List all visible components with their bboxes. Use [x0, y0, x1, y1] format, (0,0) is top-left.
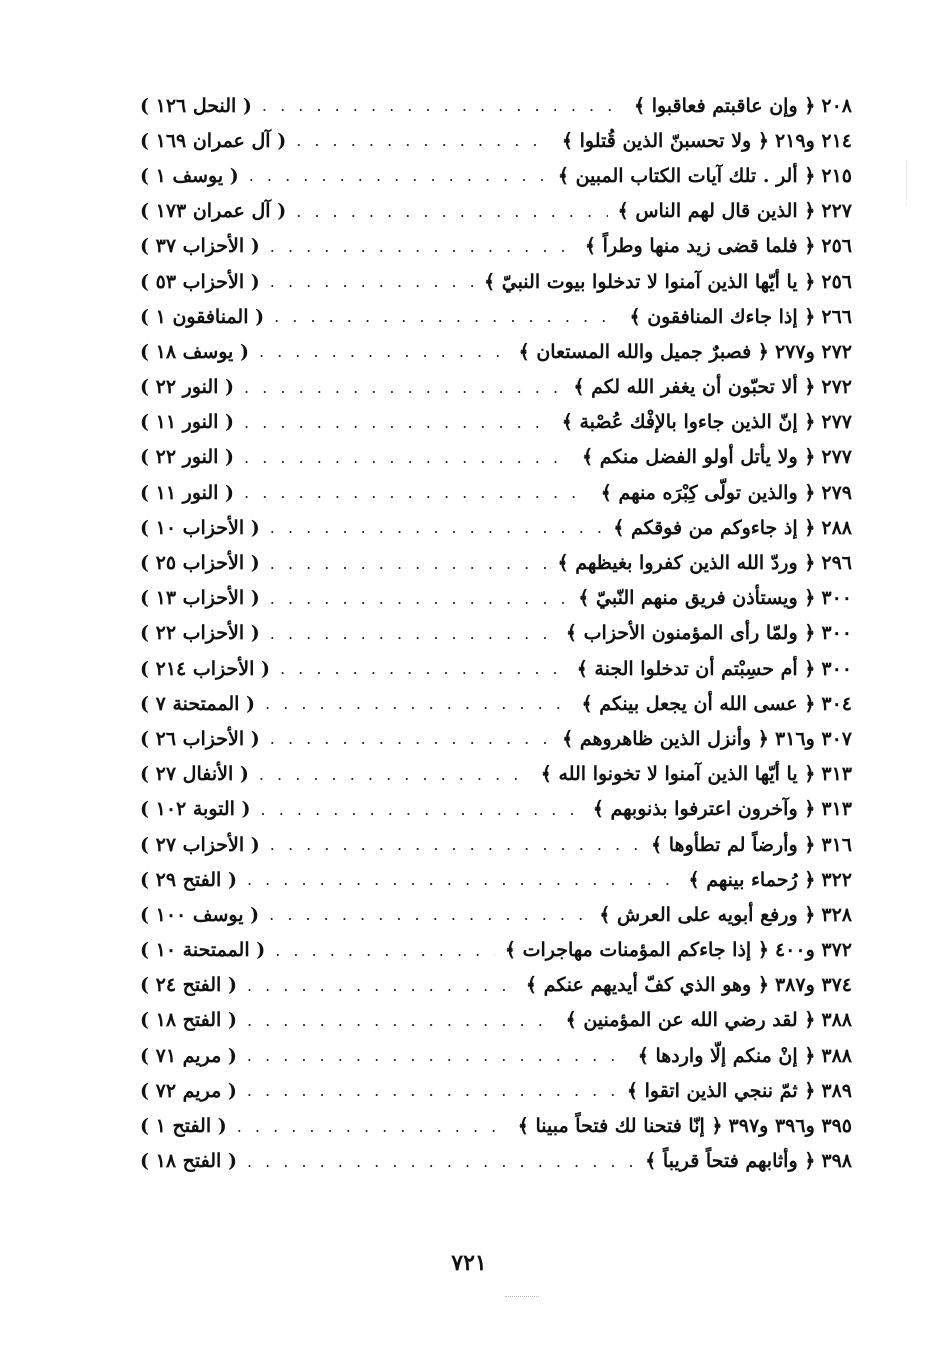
- index-row: [140, 1003, 852, 1038]
- row-verse-text: ﴿ وإن عاقبتم فعاقبوا ﴾: [633, 94, 816, 117]
- row-page-number: ٢٩٦: [821, 552, 852, 575]
- index-row: [140, 862, 852, 897]
- row-surah-reference: ( الفتح ١٨ ): [140, 1150, 237, 1173]
- row-verse-text: ﴿ ألر . تلك آيات الكتاب المبين ﴾: [557, 164, 816, 187]
- row-surah-reference: ( النور ١١ ): [140, 411, 235, 434]
- row-verse-text: ﴿ والذين تولّى كِبْرَه منهم ﴾: [600, 481, 816, 504]
- row-verse-text: ﴿ أم حسِبْتم أن تدخلوا الجنة ﴾: [576, 657, 816, 680]
- row-page-number: ٣٢٨: [821, 903, 852, 926]
- row-surah-reference: ( الأحزاب ٢٥ ): [140, 552, 260, 575]
- row-page-number: ٣٠٠: [821, 587, 852, 610]
- index-row: [140, 721, 852, 756]
- row-surah-reference: ( الأحزاب ١٣ ): [140, 587, 260, 610]
- row-verse-text: ﴿ فصبرٌ جميل والله المستعان ﴾: [518, 340, 769, 363]
- index-row: [140, 334, 852, 369]
- row-page-number: ٣٩٥ و٣٩٦ و٣٩٧: [728, 1115, 852, 1138]
- scan-margin-mark: [906, 160, 919, 206]
- row-surah-reference: ( الأحزاب ٥٣ ): [140, 270, 260, 293]
- dot-leader: [249, 166, 548, 185]
- dot-leader: [261, 800, 583, 819]
- row-surah-reference: ( مريم ٧١ ): [140, 1044, 237, 1067]
- dot-leader: [270, 272, 474, 291]
- row-verse-text: ﴿ ورفع أبويه على العرش ﴾: [599, 903, 816, 926]
- row-verse-text: ﴿ ولا تحسبنّ الذين قُتلوا ﴾: [561, 129, 769, 152]
- index-row: [140, 299, 852, 334]
- row-verse-text: ﴿ وأرضاً لم تطأوها ﴾: [651, 833, 816, 856]
- row-surah-reference: ( آل عمران ١٧٣ ): [140, 200, 287, 223]
- dot-leader: [244, 413, 552, 432]
- row-surah-reference: ( يوسف ١ ): [140, 164, 239, 187]
- dot-leader: [270, 518, 603, 537]
- index-row: [140, 194, 852, 229]
- row-surah-reference: ( الأحزاب ٣٧ ): [140, 235, 260, 258]
- dot-leader: [237, 1117, 508, 1136]
- row-surah-reference: ( الفتح ١ ): [140, 1115, 227, 1138]
- dot-leader: [247, 976, 516, 995]
- index-row: [140, 1108, 852, 1143]
- row-surah-reference: ( الفتح ٢٤ ): [140, 974, 237, 997]
- index-row: [140, 88, 852, 123]
- row-surah-reference: ( يوسف ١٨ ): [140, 340, 249, 363]
- row-page-number: ٣٧٢ و٤٠٠: [774, 939, 852, 962]
- row-verse-text: ﴿ الذين قال لهم الناس ﴾: [617, 200, 816, 223]
- index-row: [140, 933, 852, 968]
- index-row: [140, 616, 852, 651]
- index-row: [140, 757, 852, 792]
- row-verse-text: ﴿ إنّا فتحنا لك فتحاً مبينا ﴾: [517, 1115, 723, 1138]
- row-verse-text: ﴿ يا أيّها الذين آمنوا لا تدخلوا بيوت النبيّ ﴾: [483, 270, 816, 293]
- index-row: [140, 545, 852, 580]
- row-surah-reference: ( الممتحنة ١٠ ): [140, 939, 266, 962]
- dot-leader: [275, 941, 495, 960]
- dot-leader: [244, 483, 591, 502]
- row-verse-text: ﴿ ولمّا رأى المؤمنون الأحزاب ﴾: [565, 622, 816, 645]
- row-page-number: ٣١٣: [821, 763, 852, 786]
- row-verse-text: ﴿ ويستأذن فريق منهم النّبيّ ﴾: [578, 587, 816, 610]
- row-surah-reference: ( التوبة ١٠٢ ): [140, 798, 251, 821]
- row-page-number: ٣٠٧ و٣١٦: [774, 727, 852, 750]
- index-row: [140, 897, 852, 932]
- row-page-number: ٢٥٦: [821, 270, 852, 293]
- dot-leader: [270, 624, 556, 643]
- row-verse-text: ﴿ ثمّ ننجي الذين اتقوا ﴾: [626, 1079, 816, 1102]
- dot-leader: [244, 378, 563, 397]
- row-page-number: ٣١٦: [821, 833, 852, 856]
- row-page-number: ٢٠٨: [821, 94, 852, 117]
- row-page-number: ٢٨٨: [821, 516, 852, 539]
- index-row: [140, 405, 852, 440]
- index-row: [140, 123, 852, 158]
- row-surah-reference: ( الفتح ١٨ ): [140, 1009, 237, 1032]
- row-verse-text: ﴿ ولا يأتل أولو الفضل منكم ﴾: [582, 446, 816, 469]
- index-row: [140, 264, 852, 299]
- dot-leader: [244, 448, 572, 467]
- row-page-number: ٢٧٢ و٢٧٧: [774, 340, 852, 363]
- index-row: [140, 158, 852, 193]
- dot-leader: [270, 589, 569, 608]
- row-page-number: ٢١٥: [821, 164, 852, 187]
- index-row: [140, 651, 852, 686]
- row-page-number: ٣٠٠: [821, 622, 852, 645]
- dot-leader: [270, 554, 548, 573]
- row-page-number: ٢٦٦: [821, 305, 852, 328]
- index-row: [140, 581, 852, 616]
- row-surah-reference: ( الأحزاب ٢١٤ ): [140, 657, 270, 680]
- row-page-number: ٢٧٧: [821, 411, 852, 434]
- row-surah-reference: ( المنافقون ١ ): [140, 305, 265, 328]
- dot-leader: [247, 1046, 628, 1065]
- row-surah-reference: ( النحل ١٢٦ ): [140, 94, 252, 117]
- dot-leader: [296, 131, 552, 150]
- index-row: [140, 686, 852, 721]
- row-surah-reference: ( مريم ٧٢ ): [140, 1079, 237, 1102]
- row-surah-reference: ( الأنفال ٢٧ ): [140, 763, 249, 786]
- row-page-number: ٣١٣: [821, 798, 852, 821]
- row-page-number: ٢٧٢: [821, 376, 852, 399]
- row-page-number: ٣٧٤ و٣٨٧: [774, 974, 852, 997]
- index-row: [140, 475, 852, 510]
- row-verse-text: ﴿ وردّ الله الذين كفروا بغيظهم ﴾: [557, 552, 816, 575]
- dot-leader: [269, 905, 589, 924]
- row-verse-text: ﴿ وهو الذي كفّ أيديهم عنكم ﴾: [525, 974, 769, 997]
- row-verse-text: ﴿ رُحماء بينهم ﴾: [688, 868, 816, 891]
- row-surah-reference: ( الأحزاب ٢٦ ): [140, 727, 260, 750]
- row-verse-text: ﴿ وأثابهم فتحاً قريباً ﴾: [645, 1150, 816, 1173]
- index-row: [140, 1073, 852, 1108]
- row-page-number: ٣٠٠: [821, 657, 852, 680]
- dot-leader: [274, 307, 619, 326]
- dot-leader: [262, 96, 624, 115]
- row-verse-text: ﴿ عسى الله أن يجعل بينكم ﴾: [581, 692, 816, 715]
- row-verse-text: ﴿ إذا جاءك المنافقون ﴾: [629, 305, 816, 328]
- row-surah-reference: ( الممتحنة ٧ ): [140, 692, 256, 715]
- dot-leader: [247, 1152, 635, 1171]
- row-verse-text: ﴿ يا أيّها الذين آمنوا لا تخونوا الله ﴾: [540, 763, 816, 786]
- row-verse-text: ﴿ وآخرون اعترفوا بذنوبهم ﴾: [592, 798, 816, 821]
- index-row: [140, 229, 852, 264]
- verse-index-list: [140, 88, 852, 1179]
- row-page-number: ٣٨٨: [821, 1009, 852, 1032]
- row-page-number: ٣٠٤: [821, 692, 852, 715]
- row-surah-reference: ( النور ٢٢ ): [140, 376, 235, 399]
- row-verse-text: ﴿ إذ جاءوكم من فوقكم ﴾: [613, 516, 816, 539]
- row-verse-text: ﴿ إذا جاءكم المؤمنات مهاجرات ﴾: [504, 939, 769, 962]
- row-page-number: ٢٧٧: [821, 446, 852, 469]
- dot-leader: [247, 1011, 556, 1030]
- row-surah-reference: ( الأحزاب ٢٧ ): [140, 833, 260, 856]
- index-row: [140, 510, 852, 545]
- dot-leader: [247, 870, 679, 889]
- row-page-number: ٣٨٨: [821, 1044, 852, 1067]
- row-surah-reference: ( يوسف ١٠٠ ): [140, 903, 260, 926]
- row-page-number: ٣٢٢: [821, 868, 852, 891]
- row-surah-reference: ( الأحزاب ٢٢ ): [140, 622, 260, 645]
- dot-leader: [296, 202, 607, 221]
- dot-leader: [259, 765, 531, 784]
- index-row: [140, 1038, 852, 1073]
- row-surah-reference: ( الفتح ٢٩ ): [140, 868, 237, 891]
- footer-mark: [505, 1296, 539, 1297]
- row-verse-text: ﴿ إنْ منكم إلّا واردها ﴾: [637, 1044, 816, 1067]
- row-verse-text: ﴿ فلما قضى زيد منها وطراً ﴾: [584, 235, 816, 258]
- row-surah-reference: ( النور ٢٢ ): [140, 446, 235, 469]
- dot-leader: [270, 835, 641, 854]
- row-page-number: ٢٥٦: [821, 235, 852, 258]
- row-page-number: ٢١٤ و٢١٩: [774, 129, 852, 152]
- dot-leader: [265, 694, 572, 713]
- page-number: ٧٢١: [451, 1250, 487, 1276]
- row-verse-text: ﴿ إنّ الذين جاءوا بالإفْك عُصْبة ﴾: [561, 411, 816, 434]
- row-surah-reference: ( النور ١١ ): [140, 481, 235, 504]
- index-row: [140, 792, 852, 827]
- index-row: [140, 370, 852, 405]
- row-verse-text: ﴿ لقد رضي الله عن المؤمنين ﴾: [565, 1009, 816, 1032]
- index-row: [140, 827, 852, 862]
- row-verse-text: ﴿ ألا تحبّون أن يغفر الله لكم ﴾: [573, 376, 816, 399]
- row-page-number: ٢٢٧: [821, 200, 852, 223]
- index-row: [140, 440, 852, 475]
- row-verse-text: ﴿ وأنزل الذين ظاهروهم ﴾: [562, 727, 769, 750]
- dot-leader: [259, 342, 509, 361]
- row-page-number: ٣٩٨: [821, 1150, 852, 1173]
- row-page-number: ٣٨٩: [821, 1079, 852, 1102]
- dot-leader: [280, 659, 567, 678]
- row-surah-reference: ( الأحزاب ١٠ ): [140, 516, 260, 539]
- row-page-number: ٢٧٩: [821, 481, 852, 504]
- dot-leader: [270, 729, 552, 748]
- dot-leader: [247, 1081, 617, 1100]
- index-row: [140, 968, 852, 1003]
- dot-leader: [270, 237, 575, 256]
- index-row: [140, 1144, 852, 1179]
- row-surah-reference: ( آل عمران ١٦٩ ): [140, 129, 287, 152]
